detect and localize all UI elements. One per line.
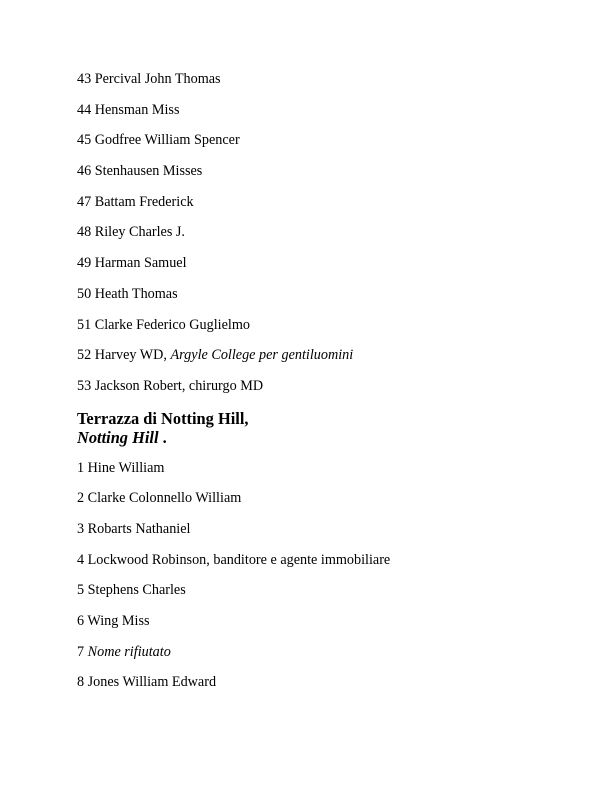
list-item xyxy=(77,71,577,88)
entry-text: Harman Samuel xyxy=(94,255,187,272)
entry-number: 43 xyxy=(77,71,92,87)
entry-italic-text: Argyle College per gentiluomini xyxy=(170,347,354,364)
list-item xyxy=(77,163,577,180)
entry-text: Hine William xyxy=(87,459,165,476)
heading-line-2-tail: . xyxy=(158,427,167,447)
entry-text: Jones William Edward xyxy=(87,674,217,691)
entry-number: 45 xyxy=(77,132,92,149)
entry-list-section-2 xyxy=(77,460,577,692)
entry-text: Stenhausen Misses xyxy=(94,163,203,180)
entry-text: Wing Miss xyxy=(87,613,150,629)
document-page xyxy=(77,71,577,705)
entry-number: 52 xyxy=(77,347,92,364)
entry-number: 48 xyxy=(77,224,92,241)
list-item xyxy=(77,674,577,691)
list-item xyxy=(77,613,577,630)
entry-number: 4 xyxy=(77,551,85,568)
entry-text: Clarke Federico Guglielmo xyxy=(94,316,250,333)
list-item xyxy=(77,317,577,334)
list-item xyxy=(77,521,577,538)
entry-text: Godfree William Spencer xyxy=(94,132,240,149)
entry-text: Harvey WD, xyxy=(94,347,171,364)
list-item xyxy=(77,582,577,599)
list-item xyxy=(77,255,577,272)
entry-number: 8 xyxy=(77,674,85,691)
entry-text: Jackson Robert, chirurgo MD xyxy=(94,377,264,394)
entry-number: 3 xyxy=(77,520,85,537)
entry-text: Stephens Charles xyxy=(87,582,186,599)
entry-number: 50 xyxy=(77,285,92,302)
entry-number: 46 xyxy=(77,163,92,180)
section-heading xyxy=(77,409,577,447)
list-item xyxy=(77,552,577,569)
entry-number: 44 xyxy=(77,101,92,118)
entry-number: 7 xyxy=(77,643,85,660)
list-item xyxy=(77,347,577,364)
entry-list-section-1 xyxy=(77,71,577,395)
heading-line-2-italic: Notting Hill xyxy=(77,427,159,447)
entry-text: Percival John Thomas xyxy=(94,71,221,87)
list-item xyxy=(77,490,577,507)
list-item xyxy=(77,286,577,303)
heading-line-2 xyxy=(77,428,577,447)
entry-number: 53 xyxy=(77,377,92,394)
list-item xyxy=(77,194,577,211)
entry-number: 47 xyxy=(77,193,92,210)
entry-text: Lockwood Robinson, banditore e agente immobiliare xyxy=(87,551,391,568)
entry-text: Riley Charles J. xyxy=(94,224,185,241)
entry-number: 6 xyxy=(77,613,85,629)
entry-italic-text: Nome rifiutato xyxy=(87,643,171,660)
entry-number: 2 xyxy=(77,490,85,507)
heading-line-1: Terrazza di Notting Hill, xyxy=(77,408,249,428)
entry-text: Battam Frederick xyxy=(94,193,194,210)
entry-number: 49 xyxy=(77,255,92,272)
list-item xyxy=(77,644,577,661)
entry-text: Clarke Colonnello William xyxy=(87,490,242,507)
list-item xyxy=(77,224,577,241)
list-item xyxy=(77,460,577,477)
entry-text: Robarts Nathaniel xyxy=(87,520,191,537)
entry-text: Heath Thomas xyxy=(94,285,178,302)
entry-number: 51 xyxy=(77,316,92,333)
entry-number: 5 xyxy=(77,582,85,599)
entry-number: 1 xyxy=(77,459,85,476)
entry-text: Hensman Miss xyxy=(94,101,180,118)
list-item xyxy=(77,102,577,119)
list-item xyxy=(77,132,577,149)
list-item xyxy=(77,378,577,395)
